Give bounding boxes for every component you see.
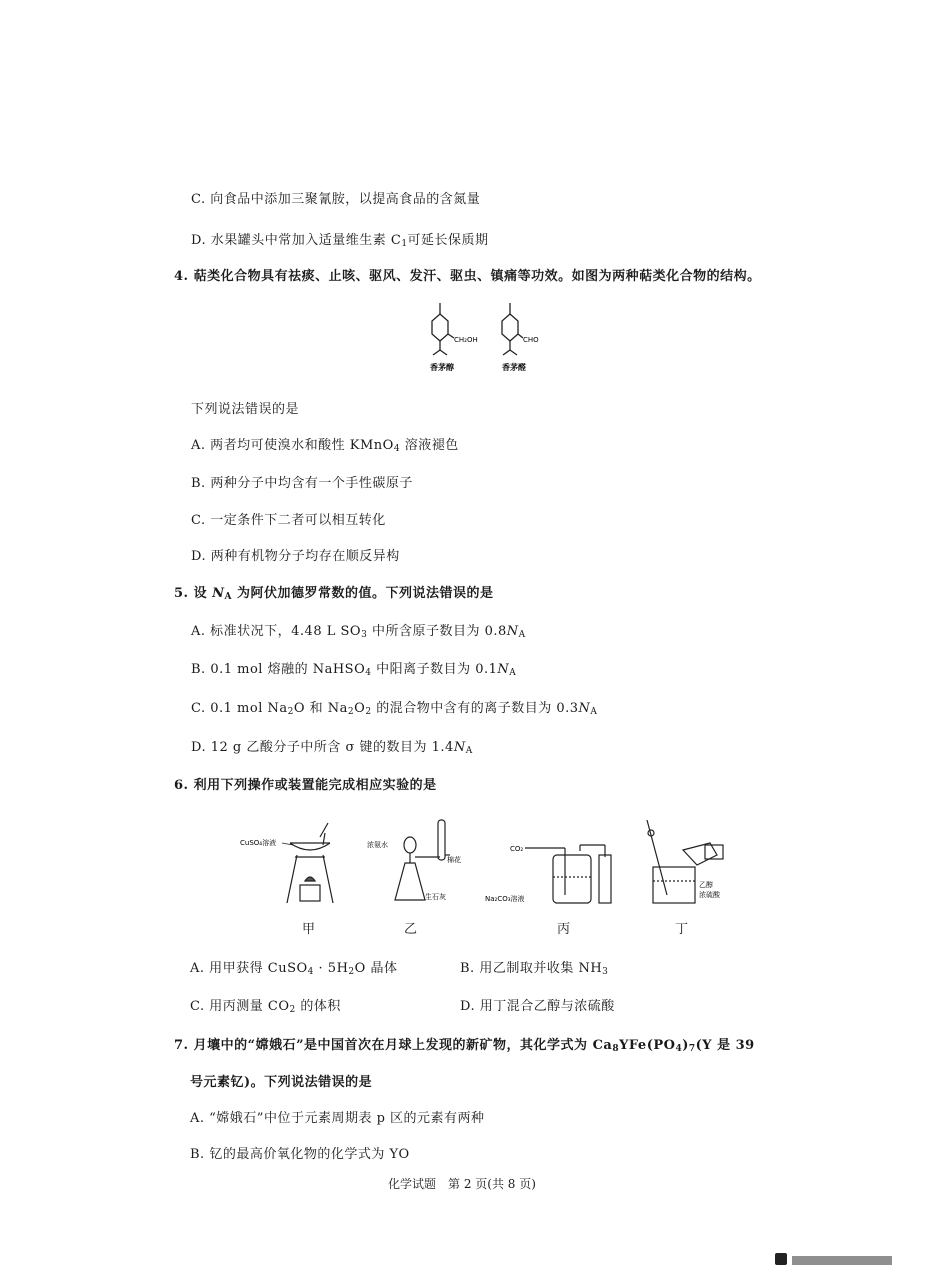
q7-s-3: ) [682, 1038, 689, 1053]
q5-option-c [191, 697, 597, 717]
jia-label: CuSO₄溶液 [240, 839, 277, 847]
apparatus-yi [395, 820, 450, 900]
mol2-name: 香茅醛 [502, 363, 526, 372]
q5-option-d [191, 736, 473, 756]
fig-label-bing: 丙 [557, 922, 571, 937]
q6-a-sub: 4 [307, 967, 314, 977]
q5-b-a: A [509, 668, 517, 678]
q3-option-d-sub: 1 [401, 239, 408, 249]
q7-s-sub3: 7 [688, 1044, 696, 1054]
q5-c-2: O 和 Na [293, 701, 348, 716]
mol2-group: CHO [523, 336, 539, 344]
yi-label-bottom: 生石灰 [425, 893, 446, 901]
q4-option-a-text: A. 两者均可使溴水和酸性 KMnO [191, 438, 394, 453]
q4-option-c: C. 一定条件下二者可以相互转化 [191, 513, 386, 528]
q3-option-d-text2: 可延长保质期 [407, 233, 489, 248]
q5-stem [174, 582, 494, 602]
q7-s-sub1: 8 [612, 1044, 620, 1054]
q5-b-sub: 4 [365, 668, 372, 678]
q6-a-2: · 5H [318, 961, 349, 976]
bing-label-side: Na₂CO₃溶液 [485, 895, 525, 903]
q5-d-n: N [453, 740, 466, 755]
apparatus-figure [235, 815, 755, 920]
q6-stem: 6. 利用下列操作或装置能完成相应实验的是 [174, 778, 437, 793]
q6-b-1: B. 用乙制取并收集 NH [460, 961, 603, 976]
q5-c-s3: 2 [365, 707, 372, 717]
q6-option-a [190, 957, 397, 977]
q4-option-a-text2: 溶液褪色 [404, 438, 459, 453]
q5-stem-a: A [224, 592, 233, 602]
q6-a-sub2: 2 [348, 967, 355, 977]
q5-option-b [191, 658, 516, 678]
fig-label-jia: 甲 [302, 922, 316, 937]
q5-c-s2: 2 [347, 707, 355, 717]
citronellal-structure [502, 303, 523, 355]
q5-c-4: 的混合物中含有的离子数目为 0.3 [376, 701, 579, 716]
q5-c-a: A [590, 707, 598, 717]
q6-option-c [190, 995, 341, 1015]
q7-s-1: 7. 月壤中的“嫦娥石”是中国首次在月球上发现的新矿物，其化学式为 Ca [174, 1038, 613, 1053]
yi-label-side: 棉花 [447, 856, 461, 864]
q5-stem-n: N [212, 586, 225, 601]
q4-option-a-sub: 4 [393, 444, 401, 454]
fig-label-yi: 乙 [404, 922, 418, 937]
q5-c-3: O [354, 701, 366, 716]
q7-stem-1 [174, 1034, 755, 1054]
q5-stem-pre: 5. 设 [174, 586, 208, 601]
citronellol-structure [432, 303, 454, 355]
bing-label-top: CO₂ [510, 845, 524, 853]
fig-label-ding: 丁 [675, 922, 689, 937]
q5-stem-post: 为阿伏加德罗常数的值。下列说法错误的是 [237, 586, 494, 601]
apparatus-bing [525, 845, 611, 903]
q6-a-3: O 晶体 [354, 961, 398, 976]
yi-label-top: 浓氨水 [367, 841, 388, 849]
q7-stem-2: 号元素钇)。下列说法错误的是 [190, 1075, 373, 1090]
q4-ask: 下列说法错误的是 [191, 402, 300, 417]
ding-label-1: 乙醇 [699, 881, 713, 889]
q4-option-a [191, 434, 459, 454]
q5-b-2: 中阳离子数目为 0.1 [376, 662, 498, 677]
q6-b-sub: 3 [602, 967, 609, 977]
q5-b-1: B. 0.1 mol 熔融的 NaHSO [191, 662, 366, 677]
q7-s-2: YFe(PO [619, 1038, 676, 1053]
q7-s-4: (Y 是 39 [695, 1038, 755, 1053]
q6-option-d: D. 用丁混合乙醇与浓硫酸 [460, 999, 615, 1014]
q4-option-b: B. 两种分子中均含有一个手性碳原子 [191, 476, 413, 491]
mol1-name: 香茅醇 [430, 363, 454, 372]
q5-a-1: A. 标准状况下，4.48 L SO [191, 624, 362, 639]
q3-option-d-text: D. 水果罐头中常加入适量维生素 C [191, 233, 402, 248]
q5-a-sub: 3 [361, 630, 368, 640]
q4-option-d: D. 两种有机物分子均存在顺反异构 [191, 549, 400, 564]
ding-label-2: 浓硫酸 [699, 891, 720, 899]
q5-c-1: C. 0.1 mol Na [191, 701, 288, 716]
mol1-group: CH₂OH [454, 336, 478, 344]
q6-c-sub: 2 [289, 1005, 296, 1015]
page-footer: 化学试题 第 2 页(共 8 页) [388, 1177, 536, 1191]
q5-d-1: D. 12 g 乙酸分子中所含 σ 键的数目为 1.4 [191, 740, 454, 755]
q6-option-b [460, 957, 608, 977]
q5-a-n: N [506, 624, 519, 639]
q5-option-a [191, 620, 526, 640]
q4-stem: 4. 萜类化合物具有祛痰、止咳、驱风、发汗、驱虫、镇痛等功效。如图为两种萜类化合物的结构。 [174, 269, 761, 284]
watermark-icon [770, 1251, 910, 1265]
q5-a-a: A [518, 630, 526, 640]
q6-c-1: C. 用丙测量 CO [190, 999, 290, 1014]
q6-c-2: 的体积 [300, 999, 341, 1014]
q7-s-sub2: 4 [675, 1044, 683, 1054]
q3-option-c: C. 向食品中添加三聚氰胺，以提高食品的含氮量 [191, 192, 481, 207]
q5-b-n: N [497, 662, 510, 677]
apparatus-jia [287, 823, 333, 903]
q6-a-1: A. 用甲获得 CuSO [190, 961, 308, 976]
terpene-structures-figure [420, 298, 560, 378]
q7-option-a: A. “嫦娥石”中位于元素周期表 p 区的元素有两种 [190, 1111, 485, 1126]
q5-c-s1: 2 [287, 707, 294, 717]
q5-c-n: N [578, 701, 591, 716]
q5-a-2: 中所含原子数目为 0.8 [371, 624, 507, 639]
corner-watermark [770, 1250, 910, 1264]
q7-option-b: B. 钇的最高价氧化物的化学式为 YO [190, 1147, 410, 1162]
q5-d-a: A [465, 746, 473, 756]
q3-option-d [191, 229, 489, 249]
